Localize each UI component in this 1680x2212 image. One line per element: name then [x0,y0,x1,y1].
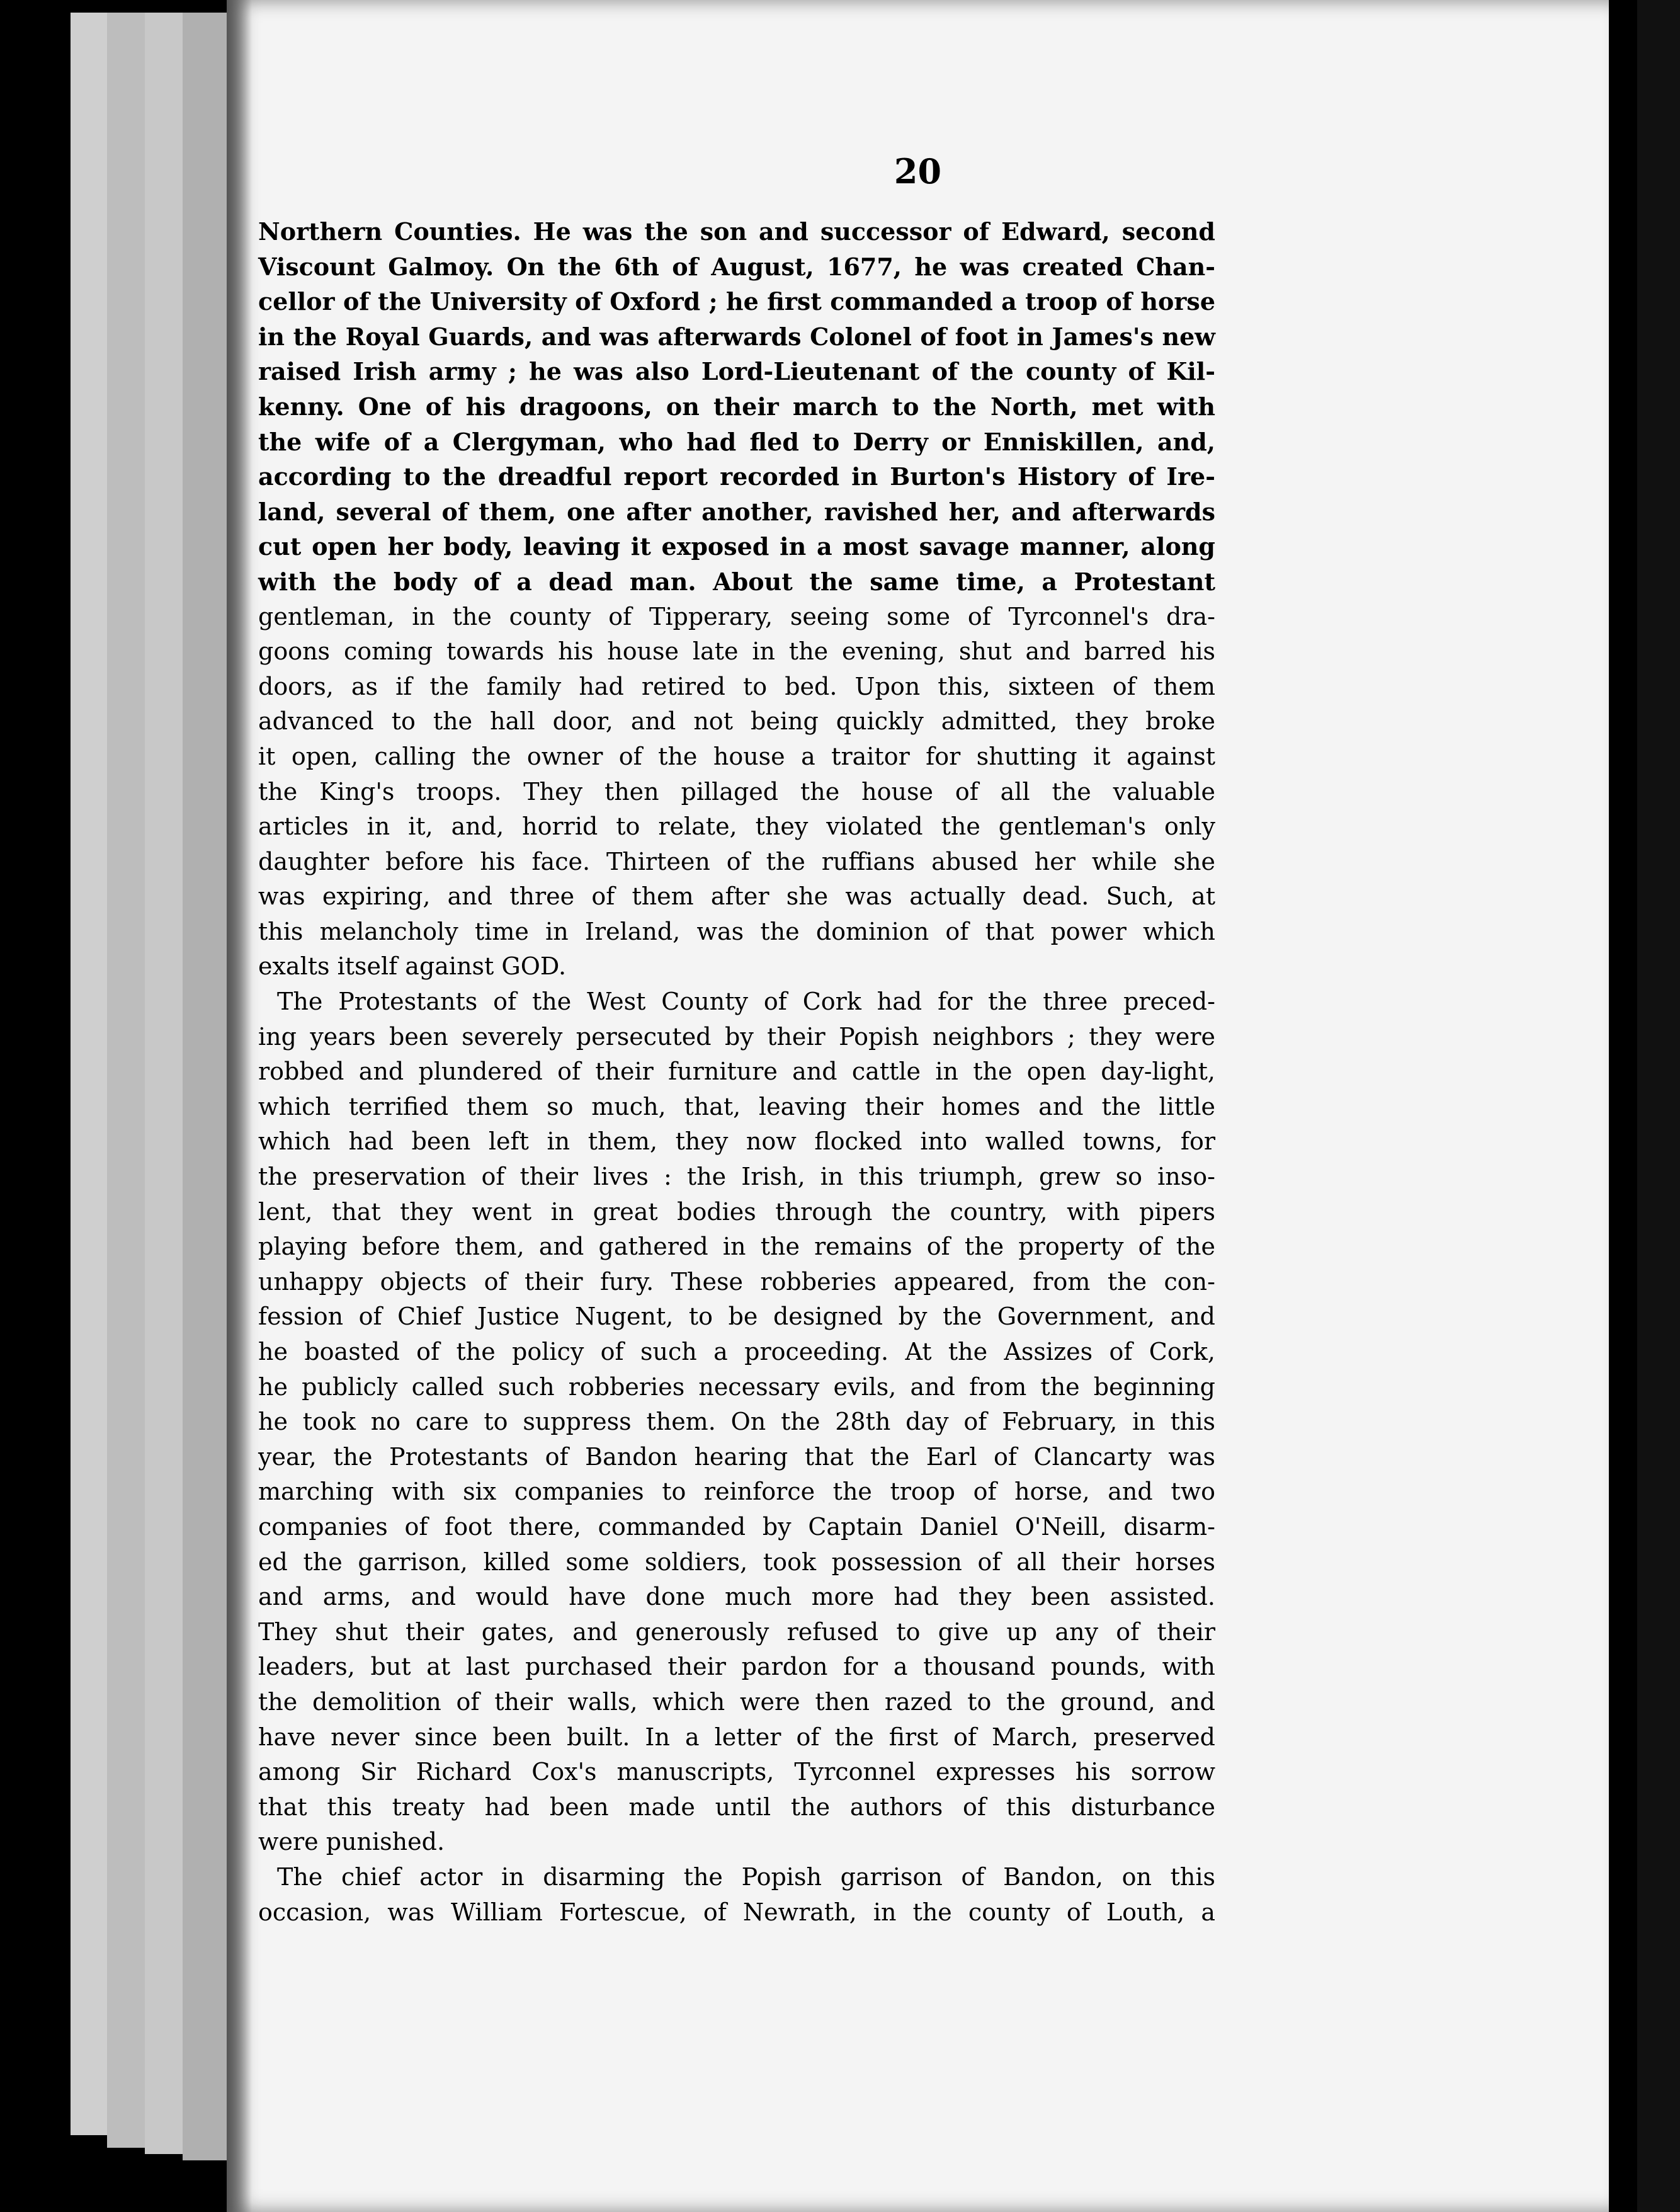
text-line: gentleman, in the county of Tipperary, seeing some of Tyrconnel's dra- [258,602,1215,630]
text-line: this melancholy time in Ireland, was the dominion of that power which [258,917,1215,945]
text-line: ed the garrison, killed some soldiers, took possession of all their horses [258,1548,1215,1576]
text-line: articles in it, and, horrid to relate, they violated the gentleman's only [258,812,1215,841]
text-line: land, several of them, one after another, ravished her, and afterwards [258,497,1215,526]
text-line: have never since been built. In a letter of the first of March, preserved [258,1723,1215,1751]
text-line: Viscount Galmoy. On the 6th of August, 1677, he was created Chan- [258,252,1215,281]
text-line: he publicly called such robberies necessary evils, and from the beginning [258,1372,1215,1401]
text-line: ing years been severely persecuted by their Popish neighbors ; they were [258,1022,1215,1051]
text-line: among Sir Richard Cox's manuscripts, Tyrconnel expresses his sorrow [258,1758,1215,1786]
text-line: the wife of a Clergyman, who had fled to Derry or Enniskillen, and, [258,427,1215,456]
text-line: cut open her body, leaving it exposed in a most savage manner, along [258,532,1215,561]
text-line: playing before them, and gathered in the remains of the property of the [258,1233,1215,1261]
text-line: which had been left in them, they now flocked into walled towns, for [258,1127,1215,1156]
text-line: lent, that they went in great bodies through the country, with pipers [258,1197,1215,1226]
text-line: marching with six companies to reinforce the troop of horse, and two [258,1478,1215,1506]
text-line: robbed and plundered of their furniture and cattle in the open day-light, [258,1058,1215,1086]
text-line: fession of Chief Justice Nugent, to be designed by the Government, and [258,1303,1215,1331]
text-line: They shut their gates, and generously refused to give up any of their [258,1617,1215,1646]
text-line: doors, as if the family had retired to bed. Upon this, sixteen of them [258,672,1215,700]
text-line: according to the dreadful report recorded in Burton's History of Ire- [258,462,1215,491]
text-line: occasion, was William Fortescue, of Newrath, in the county of Louth, a [258,1898,1215,1926]
text-line: exalts itself against GOD. [258,952,567,981]
text-line: cellor of the University of Oxford ; he first commanded a troop of horse [258,287,1215,316]
text-line: were punished. [258,1828,445,1856]
text-line: he boasted of the policy of such a proceeding. At the Assizes of Cork, [258,1338,1215,1365]
text-line: with the body of a dead man. About the same time, a Protestant [258,567,1215,596]
text-line: that this treaty had been made until the authors of this disturbance [258,1793,1215,1821]
text-line: leaders, but at last purchased their pardon for a thousand pounds, with [258,1653,1215,1681]
body-text [258,214,1215,1930]
text-line: daughter before his face. Thirteen of the ruffians abused her while she [258,847,1215,875]
text-line: unhappy objects of their fury. These robberies appeared, from the con- [258,1267,1215,1296]
gutter-shadow [227,0,252,2212]
text-line: companies of foot there, commanded by Captain Daniel O'Neill, disarm- [258,1512,1215,1541]
text-line: year, the Protestants of Bandon hearing that the Earl of Clancarty was [258,1442,1215,1471]
scan-border [1637,0,1680,2212]
text-line: in the Royal Guards, and was afterwards Colonel of foot in James's new [258,322,1215,351]
text-line: The chief actor in disarming the Popish garrison of Bandon, on this [277,1862,1215,1891]
text-line: he took no care to suppress them. On the 28th day of February, in this [258,1408,1215,1436]
text-line: and arms, and would have done much more had they been assisted. [258,1583,1215,1611]
text-line: which terrified them so much, that, leaving their homes and the little [258,1092,1215,1120]
text-line: it open, calling the owner of the house a traitor for shutting it against [258,742,1215,770]
page-number: 20 [894,151,942,191]
text-line: the preservation of their lives : the Irish, in this triumph, grew so inso- [258,1163,1215,1191]
text-line: Northern Counties. He was the son and successor of Edward, second [258,217,1215,246]
text-line: The Protestants of the West County of Cork had for the three preced- [277,988,1215,1016]
text-line: the demolition of their walls, which were then razed to the ground, and [258,1687,1215,1716]
text-line: goons coming towards his house late in the evening, shut and barred his [258,637,1215,666]
text-line: was expiring, and three of them after she was actually dead. Such, at [258,882,1215,911]
text-line: raised Irish army ; he was also Lord-Lieutenant of the county of Kil- [258,357,1215,386]
text-line: advanced to the hall door, and not being quickly admitted, they broke [258,707,1215,736]
text-line: the King's troops. They then pillaged the house of all the valuable [258,777,1215,806]
text-line: kenny. One of his dragoons, on their march to the North, met with [258,392,1215,421]
